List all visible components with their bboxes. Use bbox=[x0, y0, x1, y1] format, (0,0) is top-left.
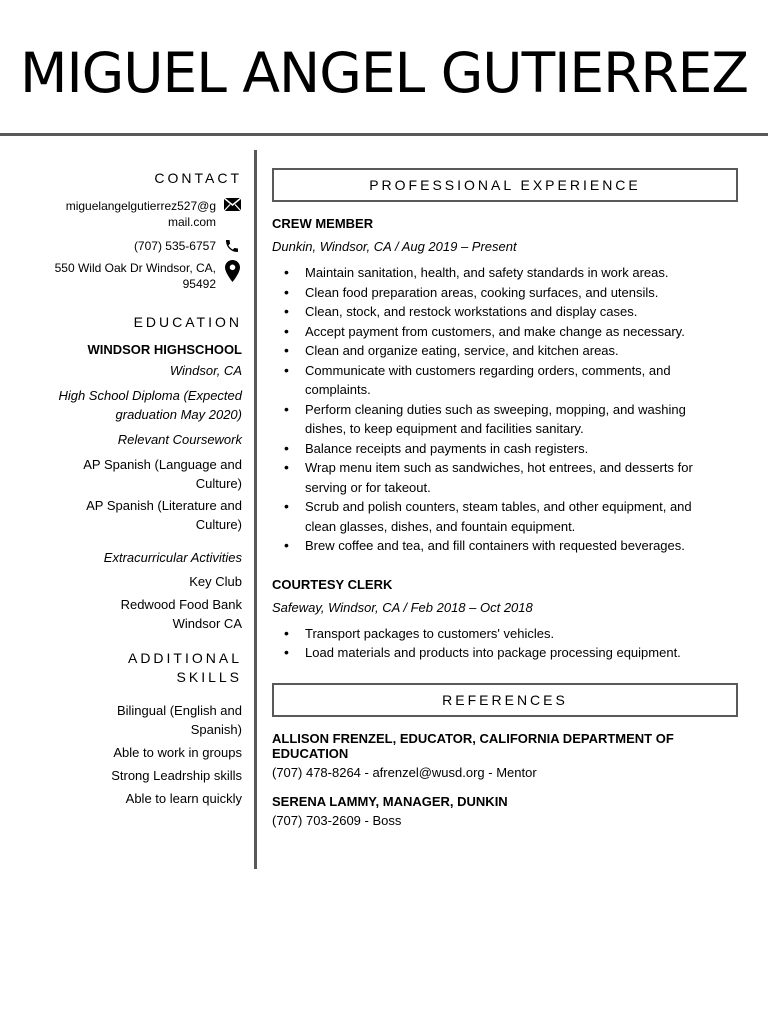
job-meta: Safeway, Windsor, CA / Feb 2018 – Oct 2018 bbox=[272, 599, 533, 615]
activities-label: Extracurricular Activities bbox=[103, 550, 242, 565]
duty-item: • Balance receipts and payments in cash registers. bbox=[272, 439, 738, 459]
contact-address: 550 Wild Oak Dr Windsor, CA, 95492 bbox=[54, 261, 216, 291]
skill-item: Bilingual (English and Spanish) bbox=[116, 703, 242, 737]
diploma: High School Diploma (Expected graduation May 2020) bbox=[58, 388, 242, 422]
school-location: Windsor, CA bbox=[169, 363, 242, 378]
contact-email[interactable]: miguelangelgutierrez527@g mail.com bbox=[65, 199, 216, 229]
job-title: CREW MEMBER bbox=[272, 216, 374, 231]
job-meta: Dunkin, Windsor, CA / Aug 2019 – Present bbox=[272, 239, 517, 254]
job-duties-list bbox=[272, 624, 738, 663]
activity-item: Key Club bbox=[189, 574, 242, 589]
reference-name: ALLISON FRENZEL, EDUCATOR, CALIFORNIA DEPARTMENT OF EDUCATION bbox=[272, 730, 674, 761]
experience-heading: PROFESSIONAL EXPERIENCE bbox=[272, 168, 738, 202]
left-column bbox=[20, 160, 242, 808]
activity-item: Redwood Food Bank Windsor CA bbox=[120, 597, 242, 631]
duty-item: • Clean, stock, and restock workstations and display cases. bbox=[272, 302, 738, 322]
reference-contact[interactable]: (707) 703-2609 - Boss bbox=[272, 812, 402, 828]
education-heading: EDUCATION bbox=[133, 314, 242, 330]
contact-heading: CONTACT bbox=[154, 170, 242, 186]
resume-name: MIGUEL ANGEL GUTIERREZ bbox=[20, 41, 748, 105]
contact-phone[interactable]: (707) 535-6757 bbox=[133, 239, 216, 253]
skill-item: Able to work in groups bbox=[113, 745, 242, 760]
coursework-label: Relevant Coursework bbox=[117, 432, 242, 447]
duty-item: • Brew coffee and tea, and fill containers with requested beverages. bbox=[272, 536, 738, 556]
contact-email-row bbox=[20, 198, 242, 230]
school-name: WINDSOR HIGHSCHOOL bbox=[87, 342, 242, 357]
duty-item: • Load materials and products into package processing equipment. bbox=[272, 643, 738, 663]
right-column bbox=[272, 168, 738, 828]
skill-item: Able to learn quickly bbox=[125, 791, 242, 806]
duty-item: • Perform cleaning duties such as sweeping, mopping, and washing dishes, to keep equipment and facilities sanitary. bbox=[272, 400, 738, 439]
column-divider bbox=[254, 150, 257, 869]
envelope-icon bbox=[222, 198, 242, 214]
duty-item: • Communicate with customers regarding orders, comments, and complaints. bbox=[272, 361, 738, 400]
map-pin-icon bbox=[222, 260, 242, 276]
duty-item: • Accept payment from customers, and make change as necessary. bbox=[272, 322, 738, 342]
course-item: AP Spanish (Language and Culture) bbox=[83, 457, 242, 491]
course-item: AP Spanish (Literature and Culture) bbox=[86, 498, 242, 532]
duty-item: • Wrap menu item such as sandwiches, hot entrees, and desserts for serving or for takeout. bbox=[272, 458, 738, 497]
reference-name: SERENA LAMMY, MANAGER, DUNKIN bbox=[272, 793, 508, 809]
duty-item: • Clean and organize eating, service, and kitchen areas. bbox=[272, 341, 738, 361]
contact-address-row bbox=[20, 260, 242, 292]
contact-phone-row bbox=[20, 238, 242, 254]
skills-heading: ADDITIONAL SKILLS bbox=[127, 650, 242, 685]
job-title: COURTESY CLERK bbox=[272, 576, 393, 592]
job-duties-list bbox=[272, 263, 738, 556]
duty-item: • Scrub and polish counters, steam tables, and other equipment, and clean glasses, dishes, and fountain equipment. bbox=[272, 497, 738, 536]
header-divider bbox=[0, 133, 768, 136]
skill-item: Strong Leadrship skills bbox=[111, 768, 242, 783]
duty-item: • Transport packages to customers' vehicles. bbox=[272, 624, 738, 644]
phone-icon bbox=[222, 238, 242, 254]
duty-item: • Clean food preparation areas, cooking surfaces, and utensils. bbox=[272, 283, 738, 303]
references-heading: REFERENCES bbox=[272, 683, 738, 717]
reference-contact[interactable]: (707) 478-8264 - afrenzel@wusd.org - Mentor bbox=[272, 764, 537, 780]
duty-item: • Maintain sanitation, health, and safety standards in work areas. bbox=[272, 263, 738, 283]
